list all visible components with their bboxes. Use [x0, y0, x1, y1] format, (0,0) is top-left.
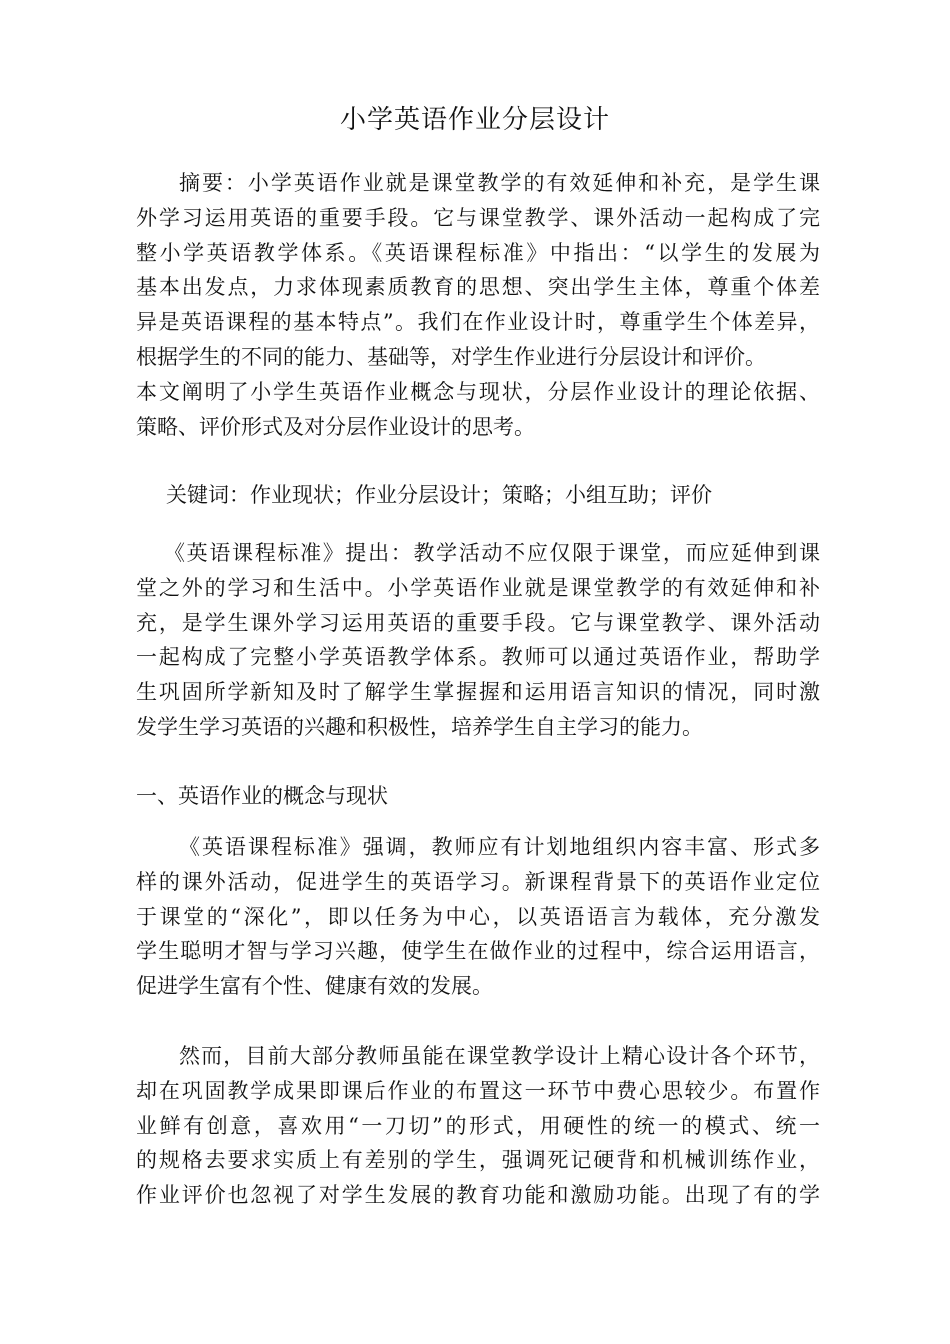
body-line: 样的课外活动，促进学生的英语学习。新课程背景下的英语作业定位: [136, 869, 820, 894]
body-line: 作业评价也忽视了对学生发展的教育功能和激励功能。出现了有的学: [136, 1183, 820, 1208]
section-heading-text: 一、英语作业的概念与现状: [136, 784, 388, 808]
intro-line: 生巩固所学新知及时了解学生掌握握和运用语言知识的情况，同时激: [136, 680, 820, 705]
abstract-paragraph: [136, 166, 820, 444]
intro-line: 发学生学习英语的兴趣和积极性，培养学生自主学习的能力。: [136, 714, 703, 739]
intro-line: 堂之外的学习和生活中。小学英语作业就是课堂教学的有效延伸和补: [136, 575, 820, 600]
keywords-paragraph: [136, 478, 820, 513]
abstract-line: 摘要：小学英语作业就是课堂教学的有效延伸和补充，是学生课: [179, 171, 820, 195]
abstract-line: 本文阐明了小学生英语作业概念与现状，分层作业设计的理论依据、: [136, 379, 820, 404]
abstract-line: 整小学英语教学体系。《英语课程标准》中指出：“以学生的发展为: [136, 240, 820, 265]
body-line: 却在巩固教学成果即课后作业的布置这一环节中费心思较少。布置作: [136, 1078, 820, 1103]
body-line: 业鲜有创意，喜欢用“一刀切”的形式，用硬性的统一的模式、统一: [136, 1113, 820, 1138]
body-line: 促进学生富有个性、健康有效的发展。: [136, 974, 493, 999]
abstract-line: 异是英语课程的基本特点”。我们在作业设计时，尊重学生个体差异，: [136, 310, 820, 335]
body-line: 学生聪明才智与学习兴趣，使学生在做作业的过程中，综合运用语言，: [136, 939, 820, 964]
abstract-line: 基本出发点，力求体现素质教育的思想、突出学生主体，尊重个体差: [136, 275, 820, 300]
intro-line: 《英语课程标准》提出：教学活动不应仅限于课堂，而应延伸到课: [164, 541, 820, 565]
intro-paragraph: [136, 536, 820, 745]
body-line: 的规格去要求实质上有差别的学生，强调死记硬背和机械训练作业，: [136, 1148, 820, 1173]
document-title: 小学英语作业分层设计: [339, 105, 610, 135]
intro-line: 充，是学生课外学习运用英语的重要手段。它与课堂教学、课外活动: [136, 610, 820, 635]
body-paragraph: [136, 830, 820, 1004]
abstract-line: 策略、评价形式及对分层作业设计的思考。: [136, 414, 535, 439]
body-line: 然而，目前大部分教师虽能在课堂教学设计上精心设计各个环节，: [179, 1044, 820, 1068]
body-line: 《英语课程标准》强调，教师应有计划地组织内容丰富、形式多: [179, 835, 820, 859]
abstract-line: 根据学生的不同的能力、基础等，对学生作业进行分层设计和评价。: [136, 344, 766, 369]
section-heading: [136, 779, 820, 814]
keywords-line: 关键词：作业现状；作业分层设计；策略；小组互助；评价: [166, 483, 712, 507]
intro-line: 一起构成了完整小学英语教学体系。教师可以通过英语作业，帮助学: [136, 645, 820, 670]
abstract-line: 外学习运用英语的重要手段。它与课堂教学、课外活动一起构成了完: [136, 205, 820, 230]
body-line: 于课堂的“深化”，即以任务为中心，以英语语言为载体，充分激发: [136, 904, 820, 929]
body-paragraph: [136, 1039, 820, 1213]
